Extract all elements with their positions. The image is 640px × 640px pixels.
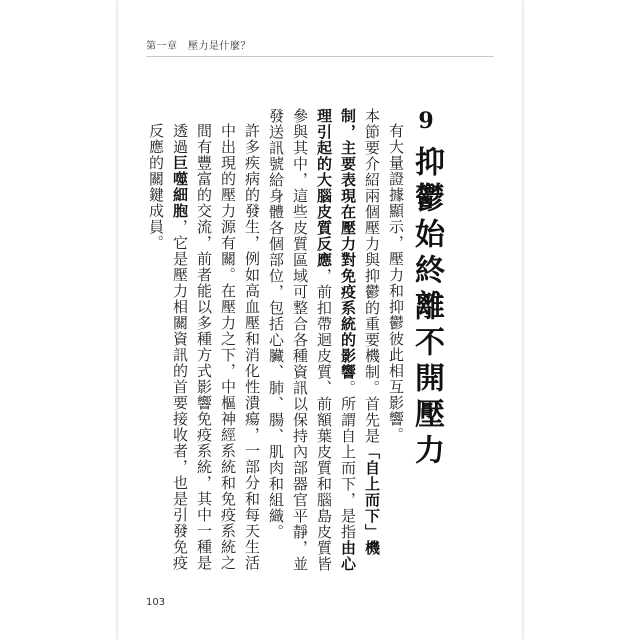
paragraph-text: 許多疾病的發生，例如高血壓和消化性潰瘍，一部分和每天生活中出現的壓力源有關。在壓力之下，中樞神經系統和免疫系統之間有豐富的交流，前者能以多種方式影響免疫系統，其中一種是透過 (171, 123, 261, 571)
paragraph-text: ，它是壓力相關資訊的首要接收者，也是引發免疫反應的關鍵成員。 (147, 123, 189, 571)
paragraph (384, 123, 408, 578)
paragraph (144, 123, 264, 578)
chapter-number: 9 (418, 108, 434, 134)
running-header: 第一章 壓力是什麼？ (146, 41, 251, 52)
paragraph-text: 有大量證據顯示，壓力和抑鬱彼此相互影響。 (387, 123, 405, 443)
paragraph-text: 。所謂自上而下，是指 (339, 380, 357, 540)
emphasis-text: 「自上而下」機制，主要表現在壓力對免疫系統的影響 (339, 108, 381, 556)
paragraph (264, 108, 384, 578)
body-text (144, 108, 408, 578)
emphasis-text: 由心理引起的大腦皮質反應 (315, 108, 357, 572)
paragraph-text: ，前扣帶迴皮質、前額葉皮質和腦島皮質皆參與其中，這些皮質區域可整合各種資訊以保持內部器官平靜，並發送訊號給身體各個部位，包括心臟、肺、腸、肌肉和組織。 (267, 108, 333, 572)
emphasis-text: 巨噬細胞 (171, 155, 189, 219)
paragraph-text: 本節要介紹兩個壓力與抑鬱的重要機制。首先是 (363, 108, 381, 444)
page-number: 103 (146, 597, 166, 608)
chapter-title: 抑鬱始終離不開壓力 (409, 146, 444, 470)
header-rule (146, 56, 494, 57)
